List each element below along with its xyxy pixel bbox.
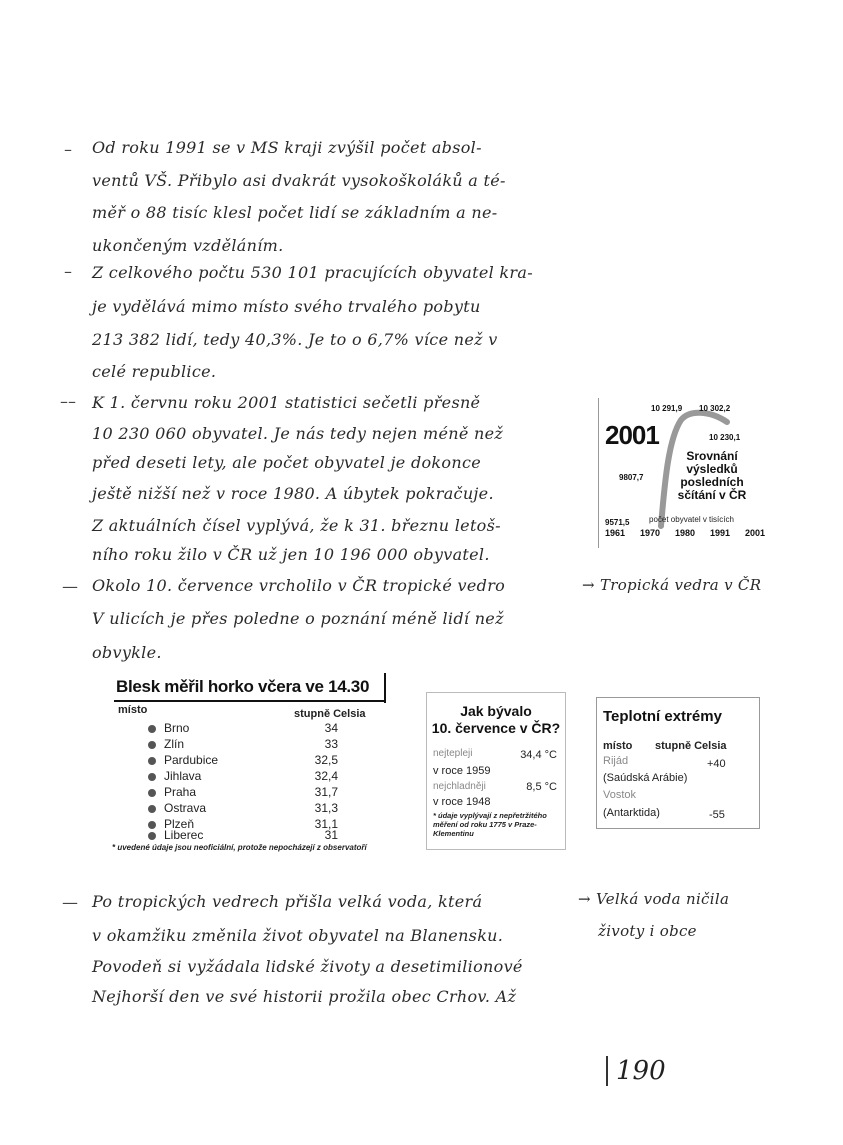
hw-line: ního roku žilo v ČR už jen 10 196 000 obyvatel. (92, 545, 490, 564)
col-header-temp: stupně Celsia (294, 708, 366, 720)
jak-title-line: Jak bývalo (460, 703, 532, 719)
census-title (659, 450, 765, 502)
bullet-dot (148, 757, 156, 765)
bullet-dash: — (62, 577, 78, 596)
title-rule-vertical (384, 673, 386, 703)
hw-line: před deseti lety, ale počet obyvatel je dokonce (92, 453, 481, 472)
bullet-dot (148, 832, 156, 840)
temp: 34 (324, 721, 338, 735)
hw-side-note-cont: životy i obce (598, 922, 697, 940)
side-note-text: Tropická vedra v ČR (599, 576, 762, 594)
hw-line: celé republice. (92, 362, 217, 381)
temp: 33 (324, 737, 338, 751)
table-row (148, 769, 338, 785)
city: Zlín (164, 737, 185, 751)
value-1991: 10 302,2 (699, 404, 731, 413)
city: Plzeň (164, 817, 195, 831)
census-title-line: Srovnání (686, 449, 738, 463)
year-label: 1961 (605, 528, 626, 538)
table-row (148, 753, 338, 769)
bullet-dash: – (64, 262, 72, 281)
temp: 31 (324, 828, 338, 842)
hw-line: 10 230 060 obyvatel. Je nás tedy nejen méně než (92, 424, 504, 443)
cold-value: -55 (709, 809, 725, 821)
census-title-line: výsledků (686, 462, 738, 476)
jak-title (427, 703, 565, 737)
blesk-footnote: * uvedené údaje jsou neoficiální, protože nepocházejí z observatoří (112, 843, 367, 852)
temp: 31,1 (314, 817, 338, 831)
value-1980: 10 291,9 (651, 404, 683, 413)
table-row (148, 785, 338, 801)
cold-year: v roce 1948 (433, 796, 491, 808)
bullet-dot (148, 773, 156, 781)
city: Pardubice (164, 753, 219, 767)
city: Liberec (164, 828, 204, 842)
cold-country: (Antarktida) (603, 807, 660, 819)
hot-place: Rijád (603, 755, 629, 767)
hw-line: Nejhorší den ve své historii prožila obec Crhov. Až (92, 987, 517, 1006)
jak-title-line: 10. července v ČR? (431, 720, 561, 736)
page-number: 190 (606, 1056, 666, 1086)
hot-value: 34,4 °C (520, 749, 557, 761)
year-label: 2001 (744, 528, 765, 538)
col-header-place: místo (603, 740, 633, 752)
hot-country: (Saúdská Arábie) (603, 772, 688, 784)
col-header-place: místo (118, 704, 148, 716)
blesk-title: Blesk měřil horko včera ve 14.30 (116, 677, 370, 696)
cold-label: nejchladněji (433, 781, 486, 792)
col-header-temp: stupně Celsia (655, 740, 727, 752)
hw-line: Okolo 10. července vrcholilo v ČR tropické vedro (92, 576, 506, 595)
hw-line: ještě nižší než v roce 1980. A úbytek pokračuje. (92, 484, 494, 503)
census-years (605, 528, 765, 538)
hw-side-note: → Velká voda ničila (578, 890, 730, 908)
temp: 31,7 (314, 785, 338, 799)
hw-line: Z aktuálních čísel vyplývá, že k 31. březnu letoš- (92, 516, 501, 535)
census-2001-logo: 2001 (605, 420, 659, 450)
bullet-dot (148, 789, 156, 797)
bullet-dash: –– (60, 392, 76, 411)
hw-side-note: → Tropická vedra v ČR (582, 576, 762, 594)
hw-line: Povodeň si vyžádala lidské životy a desetimilionové (92, 957, 523, 976)
hw-line: K 1. červnu roku 2001 statistici sečetli přesně (92, 393, 481, 412)
hot-value: +40 (707, 758, 726, 770)
hw-line: je vydělává mimo místo svého trvalého pobytu (92, 297, 481, 316)
hw-line: obvykle. (92, 643, 162, 662)
historical-temperature-clipping (426, 692, 566, 850)
year-label: 1991 (709, 528, 730, 538)
hw-line: měř o 88 tisíc klesl počet lidí se základním a ne- (92, 203, 498, 222)
bullet-dash: — (62, 893, 78, 912)
year-label: 1980 (674, 528, 695, 538)
table-row (148, 721, 338, 737)
census-subtitle: počet obyvatel v tisících (649, 515, 734, 524)
value-1961: 9571,5 (605, 518, 630, 527)
city: Ostrava (164, 801, 207, 815)
temp: 32,5 (314, 753, 338, 767)
hw-line: Po tropických vedrech přišla velká voda, která (92, 892, 483, 911)
hot-label: nejtepleji (433, 748, 473, 759)
hw-line: Z celkového počtu 530 101 pracujících obyvatel kra- (92, 263, 533, 282)
side-note-text: Velká voda ničila (595, 890, 730, 908)
temp: 32,4 (314, 769, 338, 783)
table-row (148, 801, 338, 817)
hw-line: ventů VŠ. Přibylo asi dvakrát vysokoškoláků a té- (92, 171, 506, 190)
bullet-dot (148, 725, 156, 733)
hw-line: ukončeným vzděláním. (92, 236, 284, 255)
hw-line: 213 382 lidí, tedy 40,3%. Je to o 6,7% více než v (92, 330, 498, 349)
cold-place: Vostok (603, 789, 637, 801)
census-comparison-clipping (598, 398, 771, 548)
blesk-temperature-clipping (108, 673, 390, 861)
bullet-dash: – (64, 140, 72, 159)
census-title-line: posledních (680, 475, 744, 489)
temp: 31,3 (314, 801, 338, 815)
title-rule (114, 700, 384, 702)
temperature-extremes-clipping (596, 697, 760, 829)
cold-value: 8,5 °C (526, 781, 557, 793)
table-row (148, 737, 338, 753)
bullet-dot (148, 805, 156, 813)
hot-year: v roce 1959 (433, 765, 491, 777)
jak-footnote: * údaje vyplývají z nepřetržitého měření od roku 1775 v Praze-Klementinu (433, 811, 547, 838)
hw-line: V ulicích je přes poledne o poznání méně lidí než (92, 609, 504, 628)
hw-line: Od roku 1991 se v MS kraji zvýšil počet absol- (92, 138, 482, 157)
value-2001: 10 230,1 (709, 433, 741, 442)
city: Jihlava (164, 769, 202, 783)
table-row (148, 828, 338, 844)
city: Praha (164, 785, 197, 799)
bullet-dot (148, 741, 156, 749)
city: Brno (164, 721, 190, 735)
hw-line: v okamžiku změnila život obyvatel na Blanensku. (92, 926, 504, 945)
year-label: 1970 (639, 528, 661, 538)
value-1970: 9807,7 (619, 473, 644, 482)
census-title-line: sčítání v ČR (677, 488, 747, 502)
tep-title: Teplotní extrémy (603, 708, 722, 725)
